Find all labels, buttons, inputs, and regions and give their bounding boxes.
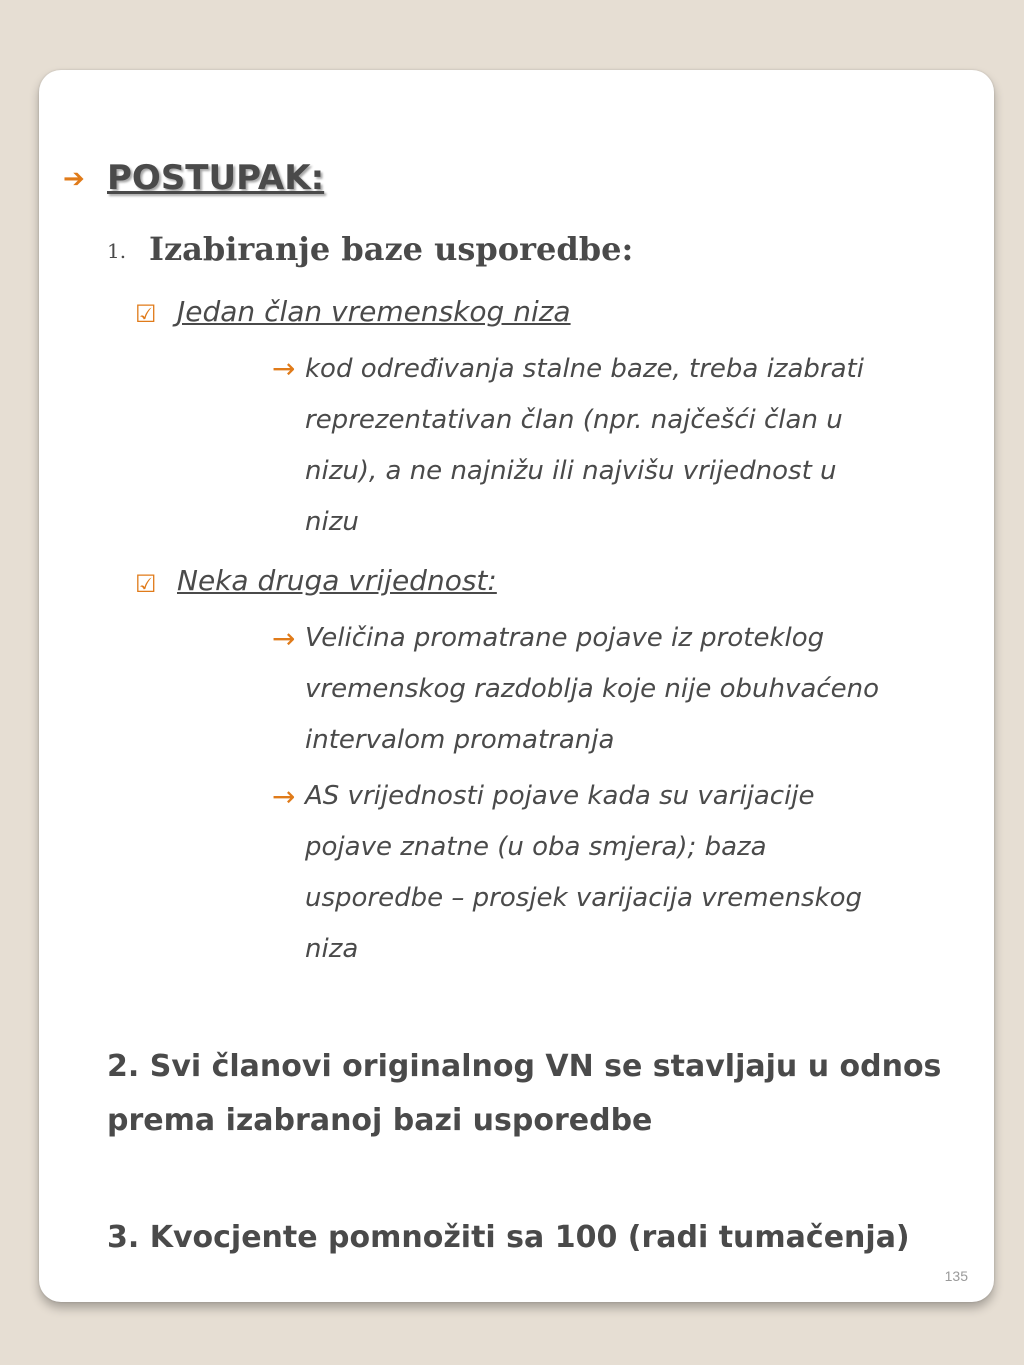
detail-line: vremenskog razdoblja koje nije obuhvaćeno <box>305 674 879 704</box>
option2-detail-1 <box>305 613 879 766</box>
option1-detail <box>305 344 864 548</box>
step1-number: 1. <box>107 239 127 263</box>
detail-line: usporedbe – prosjek varijacija vremenskog <box>305 883 863 913</box>
page-number: 135 <box>944 1268 968 1284</box>
slide <box>39 70 994 1302</box>
option2-label: Neka druga vrijednost: <box>177 564 497 597</box>
detail-line: intervalom promatranja <box>305 725 615 755</box>
slide-heading: POSTUPAK: <box>107 158 325 198</box>
checked-box-icon: ☑ <box>135 300 157 328</box>
step2-line: prema izabranoj bazi usporedbe <box>107 1103 653 1138</box>
step2 <box>107 1040 941 1148</box>
step3: 3. Kvocjente pomnožiti sa 100 (radi tumačenja) <box>107 1220 910 1255</box>
detail-line: reprezentativan član (npr. najčešći član u <box>305 405 843 435</box>
detail-line: AS vrijednosti pojave kada su varijacije <box>305 781 815 811</box>
step2-line: 2. Svi članovi originalnog VN se stavljaju u odnos <box>107 1049 942 1084</box>
arrow-right-icon: → <box>272 780 296 813</box>
arrow-right-icon: ➔ <box>63 164 85 194</box>
checked-box-icon: ☑ <box>135 570 157 598</box>
step1-title: Izabiranje baze usporedbe: <box>149 230 634 268</box>
detail-line: niza <box>305 934 359 964</box>
arrow-right-icon: → <box>272 352 296 385</box>
option1-label: Jedan član vremenskog niza <box>177 295 571 328</box>
arrow-right-icon: → <box>272 622 296 655</box>
detail-line: pojave znatne (u oba smjera); baza <box>305 832 767 862</box>
detail-line: nizu <box>305 507 359 537</box>
detail-line: Veličina promatrane pojave iz proteklog <box>305 623 825 653</box>
detail-line: kod određivanja stalne baze, treba izabrati <box>305 354 864 384</box>
detail-line: nizu), a ne najnižu ili najvišu vrijednost u <box>305 456 837 486</box>
option2-detail-2 <box>305 771 862 975</box>
